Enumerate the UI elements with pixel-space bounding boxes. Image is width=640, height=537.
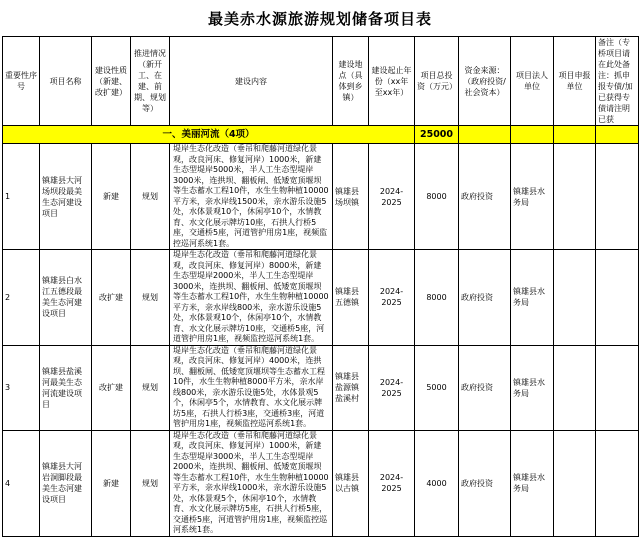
section-total: 25000 — [415, 126, 459, 144]
cell-app-unit — [554, 250, 596, 346]
cell-seq: 4 — [3, 430, 40, 536]
cell-years: 2024-2025 — [369, 250, 415, 346]
header-source: 资金来源：（政府投资/社会资本） — [459, 37, 511, 126]
header-progress: 推进情况（新开工、在建、前期、规划等） — [131, 37, 170, 126]
section-empty-cell — [596, 126, 639, 144]
cell-source: 政府投资 — [459, 345, 511, 430]
cell-invest: 4000 — [415, 430, 459, 536]
cell-nature: 新建 — [92, 430, 131, 536]
cell-note — [596, 345, 639, 430]
cell-invest: 8000 — [415, 250, 459, 346]
cell-legal: 镇雄县水务局 — [511, 250, 554, 346]
cell-location: 镇雄县场坝镇 — [333, 144, 369, 250]
page-title: 最美赤水源旅游规划储备项目表 — [207, 9, 432, 28]
cell-content: 堤岸生态化改造（垂吊和爬藤河道绿化景观，改良河床、修复河岸）1000米，新建生态型堤岸5000米，半人工生态型堤岸3000米，连拱坝、翻板闸、低矮宽顶堰坝等生态蓄水工程10件，水生生物种植10000平方米，亲水岸线1500米，亲水游乐设施5处，水体景观10个，休闲亭10个，水情教育、水文化展示牌坊10座，石拱人行桥5座，交通桥5座，河道管护用房1座，视频监控巡河系统1套。 — [170, 144, 333, 250]
cell-note — [596, 144, 639, 250]
cell-seq: 2 — [3, 250, 40, 346]
cell-note — [596, 250, 639, 346]
section-row — [3, 126, 639, 144]
header-row — [3, 37, 639, 126]
project-table — [2, 36, 639, 537]
cell-invest: 8000 — [415, 144, 459, 250]
cell-legal: 镇雄县水务局 — [511, 144, 554, 250]
cell-seq: 1 — [3, 144, 40, 250]
table-row — [3, 430, 639, 536]
cell-years: 2024-2025 — [369, 144, 415, 250]
cell-source: 政府投资 — [459, 250, 511, 346]
header-name: 项目名称 — [40, 37, 92, 126]
header-nature: 建设性质（新建、改扩建） — [92, 37, 131, 126]
cell-years: 2024-2025 — [369, 345, 415, 430]
table-row — [3, 345, 639, 430]
section-empty-cell — [554, 126, 596, 144]
cell-name: 镇雄县盐溪河最美生态河流建设项目 — [40, 345, 92, 430]
cell-years: 2024-2025 — [369, 430, 415, 536]
cell-name: 镇雄县白水江五德段最美生态河建设项目 — [40, 250, 92, 346]
cell-progress: 规划 — [131, 144, 170, 250]
cell-location: 镇雄县五德镇 — [333, 250, 369, 346]
header-invest: 项目总投资（万元） — [415, 37, 459, 126]
table-row — [3, 144, 639, 250]
cell-progress: 规划 — [131, 250, 170, 346]
cell-seq: 3 — [3, 345, 40, 430]
table-row — [3, 250, 639, 346]
section-name: 一、美丽河流（4项） — [3, 126, 415, 144]
section-empty-cell — [459, 126, 511, 144]
cell-location: 镇雄县以古镇 — [333, 430, 369, 536]
header-location: 建设地点（具体到乡镇） — [333, 37, 369, 126]
cell-name: 镇雄县大河场坝段最美生态河建设项目 — [40, 144, 92, 250]
header-legal: 项目法人单位 — [511, 37, 554, 126]
cell-content: 堤岸生态化改造（垂吊和爬藤河道绿化景观，改良河床、修复河岸）4000米，连拱坝、翻板闸、低矮宽顶堰坝等生态蓄水工程10件，水生生物种植8000平方米，亲水岸线800米，亲水游乐设施5处，水体景观5个，休闲亭5个，水情教育、水文化展示牌坊5座，石拱人行桥3座，交通桥3座，河道管护用房1座，视频监控巡河系统1套。 — [170, 345, 333, 430]
cell-app-unit — [554, 144, 596, 250]
cell-nature: 新建 — [92, 144, 131, 250]
section-empty-cell — [511, 126, 554, 144]
header-years: 建设起止年份（xx年至xx年） — [369, 37, 415, 126]
header-app-unit: 项目申报单位 — [554, 37, 596, 126]
header-content: 建设内容 — [170, 37, 333, 126]
header-seq: 重要性序号 — [3, 37, 40, 126]
cell-note — [596, 430, 639, 536]
cell-nature: 改扩建 — [92, 250, 131, 346]
header-note: 备注（专桥项目请在此处备注：抓申报专债/加已获得专债请注明已获 — [596, 37, 639, 126]
cell-legal: 镇雄县水务局 — [511, 430, 554, 536]
cell-content: 堤岸生态化改造（垂吊和爬藤河道绿化景观，改良河床、修复河岸）8000米，新建生态型堤岸2000米，半人工生态型堤岸3000米，连拱坝、翻板闸、低矮宽顶堰坝等生态蓄水工程10件，水生生物种植10000平方米，亲水岸线800米，亲水游乐设施5处，水体景观10个，休闲亭10个，水情教育、水文化展示牌坊10座，交通桥5座，河道管护用房1座，视频监控巡河系统1套。 — [170, 250, 333, 346]
cell-name: 镇雄县大河岩洞脚段最美生态河建设项目 — [40, 430, 92, 536]
cell-legal: 镇雄县水务局 — [511, 345, 554, 430]
cell-source: 政府投资 — [459, 430, 511, 536]
cell-progress: 规划 — [131, 430, 170, 536]
cell-nature: 改扩建 — [92, 345, 131, 430]
cell-app-unit — [554, 345, 596, 430]
cell-invest: 5000 — [415, 345, 459, 430]
cell-progress: 规划 — [131, 345, 170, 430]
cell-location: 镇雄县盐源镇盐溪村 — [333, 345, 369, 430]
cell-content: 堤岸生态化改造（垂吊和爬藤河道绿化景观，改良河床、修复河岸）1000米，新建生态型堤岸3000米，半人工生态型堤岸2000米，连拱坝、翻板闸、低矮宽顶堰坝等生态蓄水工程10件，水生生物种植10000平方米，亲水岸线1000米，亲水游乐设施5处，水体景观5个，休闲亭10个，水情教育、水文化展示牌坊5座，石拱人行桥5座，交通桥5座，河道管护用房1座，视频监控巡河系统1套。 — [170, 430, 333, 536]
cell-app-unit — [554, 430, 596, 536]
cell-source: 政府投资 — [459, 144, 511, 250]
